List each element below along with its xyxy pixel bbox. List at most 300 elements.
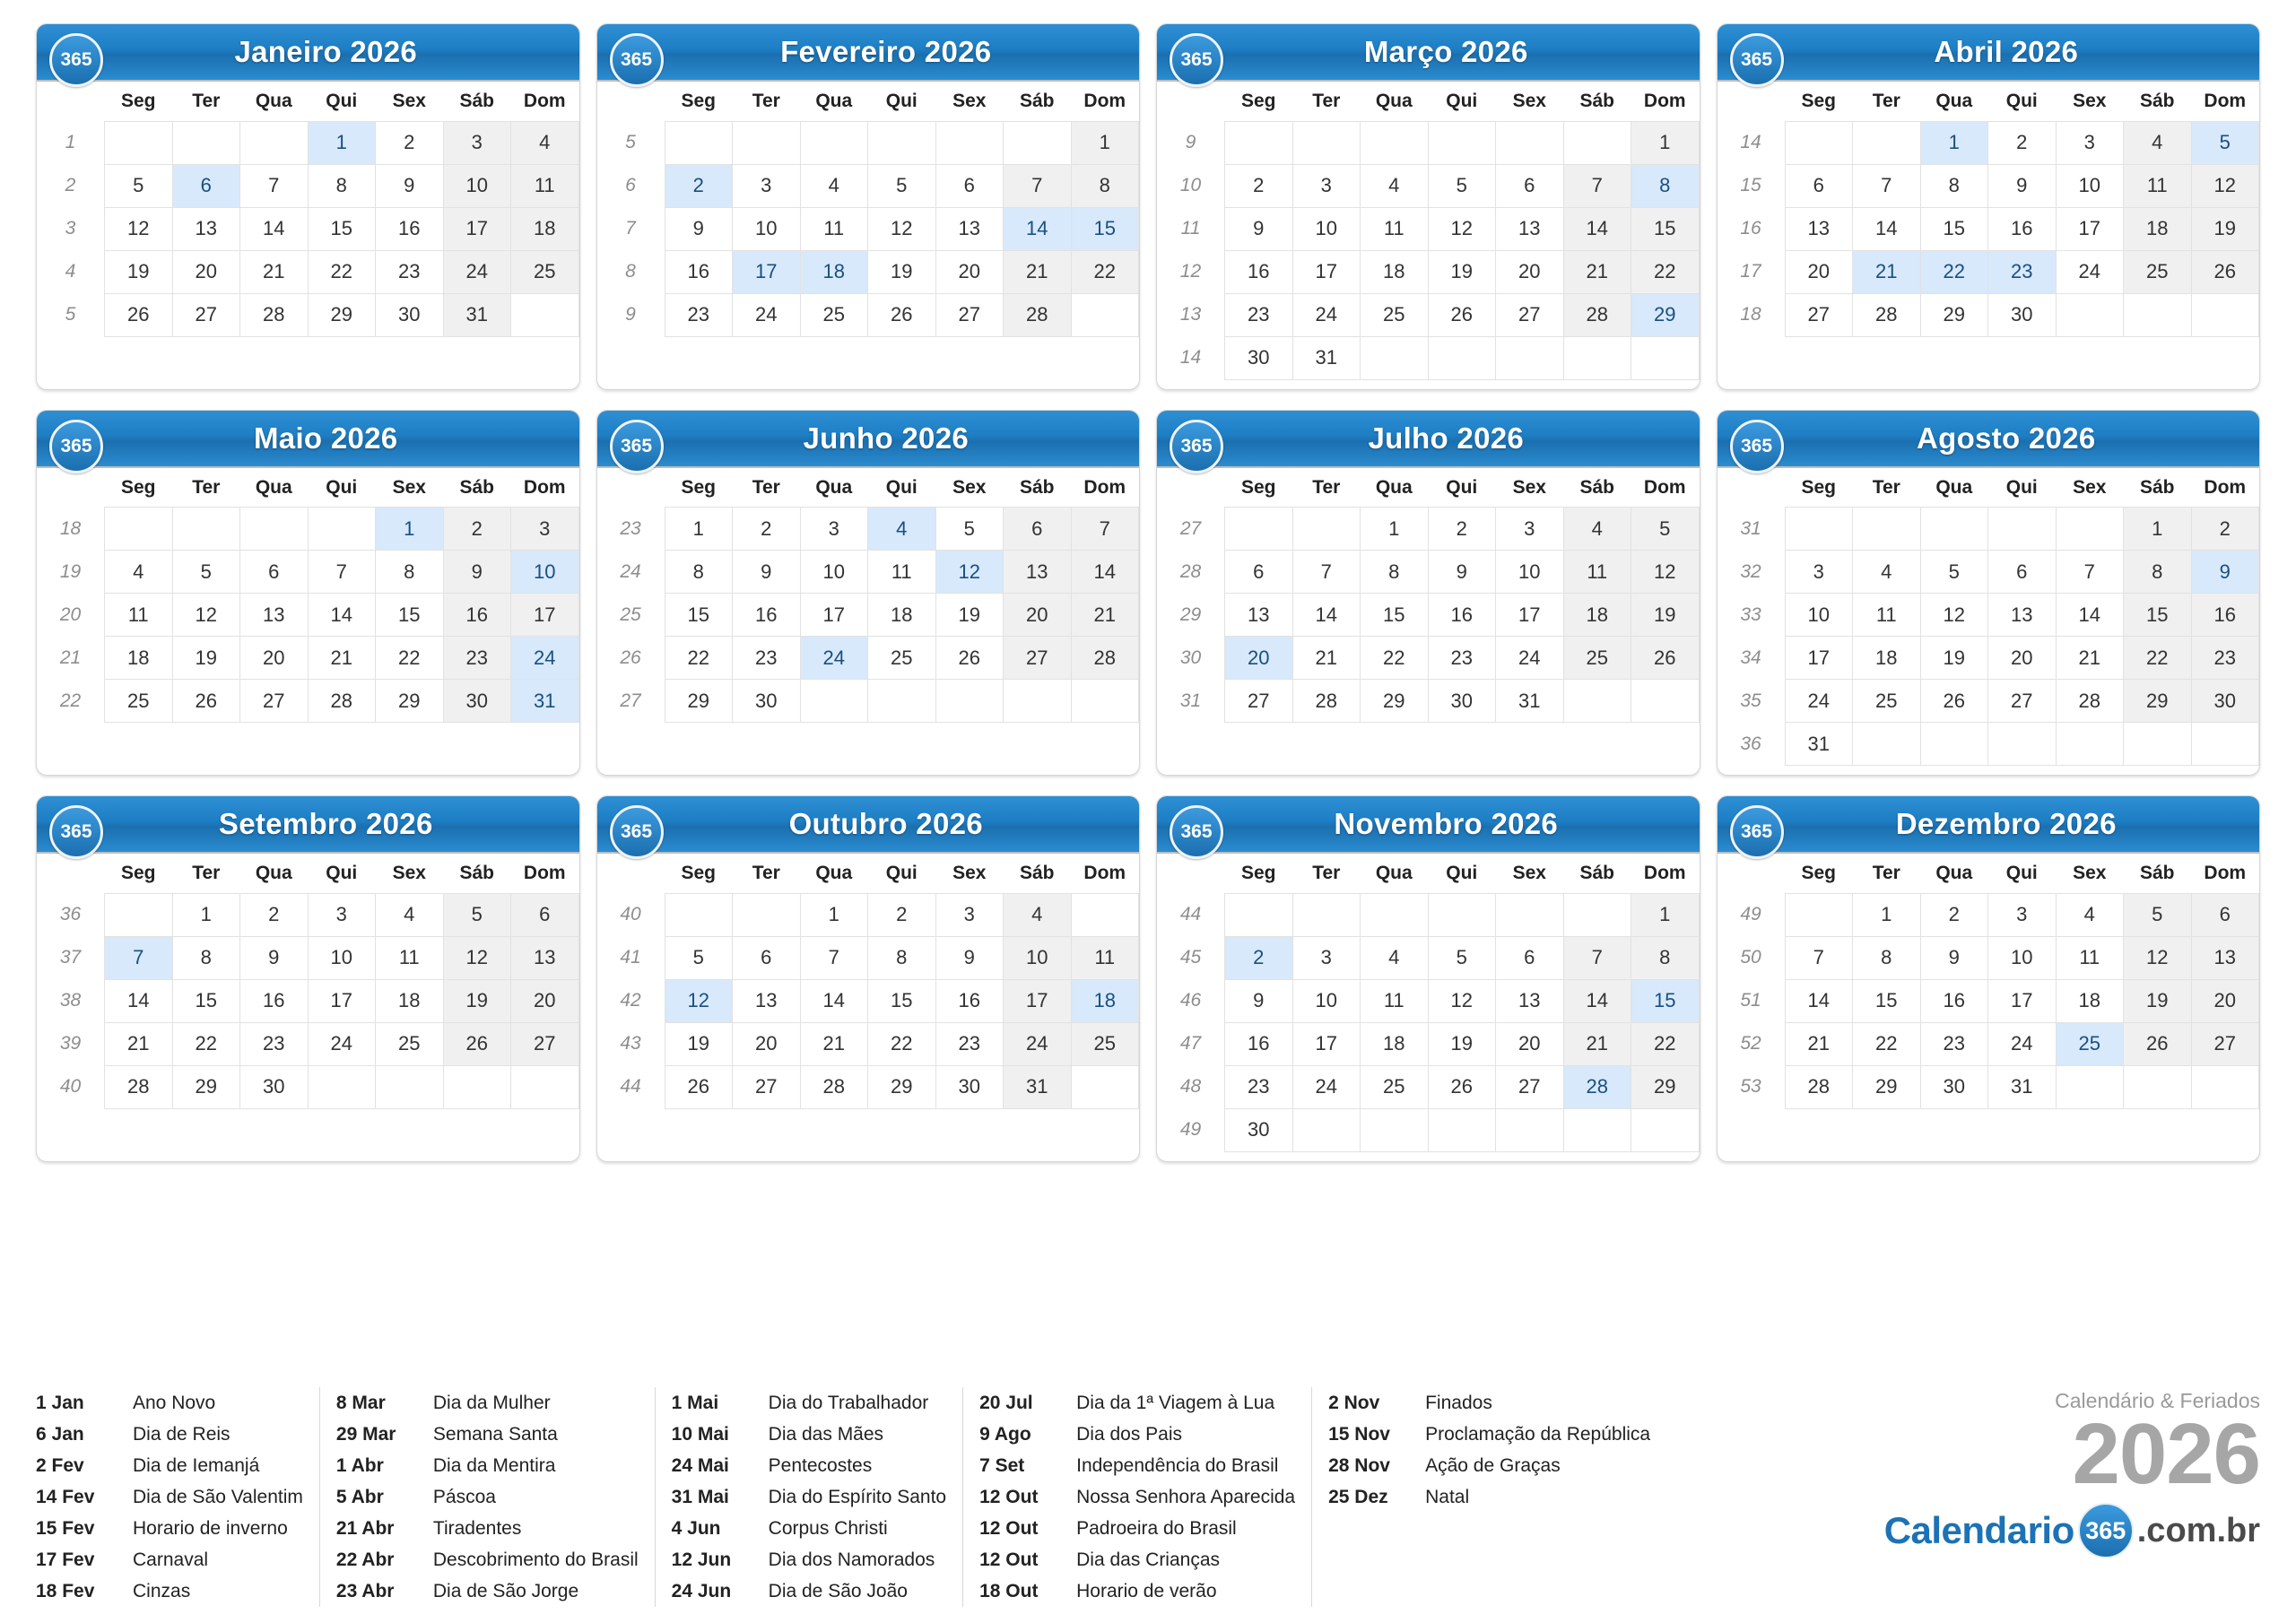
day-cell[interactable]: 26 xyxy=(868,293,936,336)
day-cell[interactable]: 6 xyxy=(240,551,309,594)
day-cell[interactable]: 11 xyxy=(1071,936,1139,979)
day-cell[interactable]: 8 xyxy=(665,551,733,594)
day-cell[interactable]: 2 xyxy=(1988,121,2057,164)
day-cell[interactable]: 9 xyxy=(376,164,444,207)
day-cell[interactable]: 22 xyxy=(665,637,733,680)
day-cell[interactable]: 7 xyxy=(2056,551,2124,594)
day-cell[interactable]: 9 xyxy=(1428,551,1496,594)
day-cell[interactable]: 2 xyxy=(665,164,733,207)
day-cell[interactable]: 2 xyxy=(376,121,444,164)
day-cell[interactable]: 11 xyxy=(511,164,579,207)
day-cell[interactable]: 26 xyxy=(172,680,240,723)
day-cell[interactable]: 13 xyxy=(1785,207,1853,250)
day-cell[interactable]: 26 xyxy=(665,1065,733,1108)
day-cell[interactable]: 17 xyxy=(308,979,376,1022)
day-cell[interactable]: 20 xyxy=(2191,979,2259,1022)
day-cell[interactable]: 14 xyxy=(1563,979,1631,1022)
day-cell[interactable]: 29 xyxy=(1853,1065,1921,1108)
day-cell[interactable]: 13 xyxy=(1988,594,2057,637)
day-cell[interactable]: 11 xyxy=(2056,936,2124,979)
day-cell[interactable]: 14 xyxy=(1071,551,1139,594)
day-cell[interactable]: 18 xyxy=(1853,637,1921,680)
day-cell[interactable]: 4 xyxy=(1361,936,1429,979)
day-cell[interactable]: 13 xyxy=(935,207,1004,250)
day-cell[interactable]: 8 xyxy=(1853,936,1921,979)
day-cell[interactable]: 3 xyxy=(1292,936,1361,979)
day-cell[interactable]: 12 xyxy=(665,979,733,1022)
day-cell[interactable]: 9 xyxy=(935,936,1004,979)
day-cell[interactable]: 31 xyxy=(1496,680,1564,723)
day-cell[interactable]: 17 xyxy=(1496,594,1564,637)
day-cell[interactable]: 11 xyxy=(1361,207,1429,250)
day-cell[interactable]: 28 xyxy=(800,1065,868,1108)
day-cell[interactable]: 16 xyxy=(1225,1022,1293,1065)
day-cell[interactable]: 9 xyxy=(1920,936,1988,979)
day-cell[interactable]: 16 xyxy=(2191,594,2259,637)
day-cell[interactable]: 20 xyxy=(240,637,309,680)
day-cell[interactable]: 23 xyxy=(733,637,801,680)
site-logo[interactable] xyxy=(1758,1503,2260,1558)
day-cell[interactable]: 22 xyxy=(1920,250,1988,293)
day-cell[interactable]: 20 xyxy=(1988,637,2057,680)
day-cell[interactable]: 29 xyxy=(1631,293,1700,336)
day-cell[interactable]: 25 xyxy=(800,293,868,336)
day-cell[interactable]: 26 xyxy=(443,1022,511,1065)
day-cell[interactable]: 2 xyxy=(1428,508,1496,551)
day-cell[interactable]: 10 xyxy=(1292,979,1361,1022)
day-cell[interactable]: 20 xyxy=(1785,250,1853,293)
day-cell[interactable]: 29 xyxy=(376,680,444,723)
day-cell[interactable]: 12 xyxy=(1428,979,1496,1022)
day-cell[interactable]: 10 xyxy=(1785,594,1853,637)
day-cell[interactable]: 14 xyxy=(1853,207,1921,250)
day-cell[interactable]: 14 xyxy=(2056,594,2124,637)
day-cell[interactable]: 8 xyxy=(1071,164,1139,207)
day-cell[interactable]: 29 xyxy=(1920,293,1988,336)
day-cell[interactable]: 23 xyxy=(1225,293,1293,336)
day-cell[interactable]: 3 xyxy=(1496,508,1564,551)
day-cell[interactable]: 6 xyxy=(1496,936,1564,979)
day-cell[interactable]: 19 xyxy=(443,979,511,1022)
day-cell[interactable]: 23 xyxy=(935,1022,1004,1065)
day-cell[interactable]: 15 xyxy=(1071,207,1139,250)
day-cell[interactable]: 26 xyxy=(1920,680,1988,723)
day-cell[interactable]: 28 xyxy=(240,293,309,336)
day-cell[interactable]: 27 xyxy=(1004,637,1072,680)
day-cell[interactable]: 7 xyxy=(308,551,376,594)
day-cell[interactable]: 5 xyxy=(1428,936,1496,979)
day-cell[interactable]: 23 xyxy=(1428,637,1496,680)
day-cell[interactable]: 9 xyxy=(443,551,511,594)
day-cell[interactable]: 18 xyxy=(105,637,173,680)
day-cell[interactable]: 29 xyxy=(2124,680,2192,723)
day-cell[interactable]: 28 xyxy=(1785,1065,1853,1108)
day-cell[interactable]: 25 xyxy=(868,637,936,680)
day-cell[interactable]: 4 xyxy=(1361,164,1429,207)
day-cell[interactable]: 11 xyxy=(800,207,868,250)
day-cell[interactable]: 25 xyxy=(2056,1022,2124,1065)
day-cell[interactable]: 8 xyxy=(1361,551,1429,594)
day-cell[interactable]: 8 xyxy=(172,936,240,979)
day-cell[interactable]: 19 xyxy=(868,250,936,293)
day-cell[interactable]: 18 xyxy=(1071,979,1139,1022)
day-cell[interactable]: 5 xyxy=(172,551,240,594)
day-cell[interactable]: 3 xyxy=(1292,164,1361,207)
day-cell[interactable]: 29 xyxy=(172,1065,240,1108)
day-cell[interactable]: 7 xyxy=(1563,936,1631,979)
day-cell[interactable]: 18 xyxy=(1361,1022,1429,1065)
day-cell[interactable]: 12 xyxy=(2191,164,2259,207)
day-cell[interactable]: 21 xyxy=(1563,1022,1631,1065)
day-cell[interactable]: 4 xyxy=(2124,121,2192,164)
day-cell[interactable]: 19 xyxy=(665,1022,733,1065)
day-cell[interactable]: 3 xyxy=(511,508,579,551)
day-cell[interactable]: 22 xyxy=(172,1022,240,1065)
day-cell[interactable]: 11 xyxy=(2124,164,2192,207)
day-cell[interactable]: 27 xyxy=(1225,680,1293,723)
day-cell[interactable]: 30 xyxy=(1920,1065,1988,1108)
day-cell[interactable]: 19 xyxy=(2124,979,2192,1022)
day-cell[interactable]: 28 xyxy=(1853,293,1921,336)
day-cell[interactable]: 9 xyxy=(665,207,733,250)
day-cell[interactable]: 2 xyxy=(240,893,309,936)
day-cell[interactable]: 19 xyxy=(1920,637,1988,680)
day-cell[interactable]: 17 xyxy=(733,250,801,293)
day-cell[interactable]: 16 xyxy=(1225,250,1293,293)
day-cell[interactable]: 27 xyxy=(172,293,240,336)
day-cell[interactable]: 12 xyxy=(105,207,173,250)
day-cell[interactable]: 13 xyxy=(733,979,801,1022)
day-cell[interactable]: 1 xyxy=(1631,121,1700,164)
day-cell[interactable]: 21 xyxy=(240,250,309,293)
day-cell[interactable]: 22 xyxy=(376,637,444,680)
day-cell[interactable]: 22 xyxy=(2124,637,2192,680)
day-cell[interactable]: 26 xyxy=(1631,637,1700,680)
day-cell[interactable]: 5 xyxy=(1631,508,1700,551)
day-cell[interactable]: 10 xyxy=(2056,164,2124,207)
day-cell[interactable]: 7 xyxy=(1853,164,1921,207)
day-cell[interactable]: 15 xyxy=(172,979,240,1022)
day-cell[interactable]: 8 xyxy=(376,551,444,594)
day-cell[interactable]: 13 xyxy=(1496,207,1564,250)
day-cell[interactable]: 20 xyxy=(172,250,240,293)
day-cell[interactable]: 5 xyxy=(868,164,936,207)
day-cell[interactable]: 17 xyxy=(1785,637,1853,680)
day-cell[interactable]: 30 xyxy=(376,293,444,336)
day-cell[interactable]: 12 xyxy=(1428,207,1496,250)
day-cell[interactable]: 23 xyxy=(240,1022,309,1065)
day-cell[interactable]: 1 xyxy=(308,121,376,164)
day-cell[interactable]: 25 xyxy=(511,250,579,293)
day-cell[interactable]: 25 xyxy=(2124,250,2192,293)
day-cell[interactable]: 7 xyxy=(1785,936,1853,979)
day-cell[interactable]: 7 xyxy=(1004,164,1072,207)
day-cell[interactable]: 13 xyxy=(240,594,309,637)
day-cell[interactable]: 17 xyxy=(1004,979,1072,1022)
day-cell[interactable]: 11 xyxy=(1853,594,1921,637)
day-cell[interactable]: 22 xyxy=(1361,637,1429,680)
day-cell[interactable]: 9 xyxy=(240,936,309,979)
day-cell[interactable]: 27 xyxy=(935,293,1004,336)
day-cell[interactable]: 1 xyxy=(172,893,240,936)
day-cell[interactable]: 4 xyxy=(1563,508,1631,551)
day-cell[interactable]: 26 xyxy=(935,637,1004,680)
day-cell[interactable]: 5 xyxy=(935,508,1004,551)
day-cell[interactable]: 28 xyxy=(1071,637,1139,680)
day-cell[interactable]: 14 xyxy=(1004,207,1072,250)
day-cell[interactable]: 2 xyxy=(2191,508,2259,551)
day-cell[interactable]: 21 xyxy=(1563,250,1631,293)
day-cell[interactable]: 8 xyxy=(308,164,376,207)
day-cell[interactable]: 7 xyxy=(240,164,309,207)
day-cell[interactable]: 23 xyxy=(2191,637,2259,680)
day-cell[interactable]: 22 xyxy=(1631,250,1700,293)
day-cell[interactable]: 18 xyxy=(376,979,444,1022)
day-cell[interactable]: 25 xyxy=(1361,293,1429,336)
day-cell[interactable]: 30 xyxy=(733,680,801,723)
day-cell[interactable]: 24 xyxy=(1292,1065,1361,1108)
day-cell[interactable]: 6 xyxy=(1004,508,1072,551)
day-cell[interactable]: 1 xyxy=(1920,121,1988,164)
day-cell[interactable]: 10 xyxy=(1496,551,1564,594)
day-cell[interactable]: 29 xyxy=(1361,680,1429,723)
day-cell[interactable]: 9 xyxy=(2191,551,2259,594)
day-cell[interactable]: 26 xyxy=(2191,250,2259,293)
day-cell[interactable]: 2 xyxy=(443,508,511,551)
day-cell[interactable]: 15 xyxy=(1920,207,1988,250)
day-cell[interactable]: 27 xyxy=(2191,1022,2259,1065)
day-cell[interactable]: 12 xyxy=(868,207,936,250)
day-cell[interactable]: 23 xyxy=(443,637,511,680)
day-cell[interactable]: 8 xyxy=(868,936,936,979)
day-cell[interactable]: 28 xyxy=(2056,680,2124,723)
day-cell[interactable]: 8 xyxy=(1631,164,1700,207)
day-cell[interactable]: 18 xyxy=(2056,979,2124,1022)
day-cell[interactable]: 5 xyxy=(105,164,173,207)
day-cell[interactable]: 27 xyxy=(733,1065,801,1108)
day-cell[interactable]: 19 xyxy=(1428,1022,1496,1065)
day-cell[interactable]: 16 xyxy=(733,594,801,637)
day-cell[interactable]: 6 xyxy=(511,893,579,936)
day-cell[interactable]: 31 xyxy=(1292,336,1361,379)
day-cell[interactable]: 5 xyxy=(665,936,733,979)
day-cell[interactable]: 30 xyxy=(1988,293,2057,336)
day-cell[interactable]: 14 xyxy=(800,979,868,1022)
day-cell[interactable]: 4 xyxy=(1853,551,1921,594)
day-cell[interactable]: 10 xyxy=(1988,936,2057,979)
day-cell[interactable]: 15 xyxy=(308,207,376,250)
day-cell[interactable]: 3 xyxy=(443,121,511,164)
day-cell[interactable]: 21 xyxy=(308,637,376,680)
day-cell[interactable]: 21 xyxy=(800,1022,868,1065)
day-cell[interactable]: 8 xyxy=(2124,551,2192,594)
day-cell[interactable]: 16 xyxy=(665,250,733,293)
day-cell[interactable]: 14 xyxy=(1563,207,1631,250)
day-cell[interactable]: 23 xyxy=(665,293,733,336)
day-cell[interactable]: 19 xyxy=(1631,594,1700,637)
day-cell[interactable]: 20 xyxy=(511,979,579,1022)
day-cell[interactable]: 14 xyxy=(1292,594,1361,637)
day-cell[interactable]: 24 xyxy=(1004,1022,1072,1065)
day-cell[interactable]: 18 xyxy=(1361,250,1429,293)
day-cell[interactable]: 14 xyxy=(240,207,309,250)
day-cell[interactable]: 5 xyxy=(2124,893,2192,936)
day-cell[interactable]: 5 xyxy=(443,893,511,936)
day-cell[interactable]: 26 xyxy=(1428,293,1496,336)
day-cell[interactable]: 27 xyxy=(1496,1065,1564,1108)
day-cell[interactable]: 7 xyxy=(1563,164,1631,207)
day-cell[interactable]: 25 xyxy=(1563,637,1631,680)
day-cell[interactable]: 1 xyxy=(800,893,868,936)
day-cell[interactable]: 18 xyxy=(800,250,868,293)
day-cell[interactable]: 10 xyxy=(800,551,868,594)
day-cell[interactable]: 12 xyxy=(1920,594,1988,637)
day-cell[interactable]: 6 xyxy=(935,164,1004,207)
day-cell[interactable]: 25 xyxy=(1361,1065,1429,1108)
day-cell[interactable]: 5 xyxy=(1428,164,1496,207)
day-cell[interactable]: 9 xyxy=(1225,979,1293,1022)
day-cell[interactable]: 20 xyxy=(733,1022,801,1065)
day-cell[interactable]: 30 xyxy=(443,680,511,723)
day-cell[interactable]: 13 xyxy=(2191,936,2259,979)
day-cell[interactable]: 1 xyxy=(1853,893,1921,936)
day-cell[interactable]: 27 xyxy=(240,680,309,723)
day-cell[interactable]: 12 xyxy=(2124,936,2192,979)
day-cell[interactable]: 15 xyxy=(376,594,444,637)
day-cell[interactable]: 19 xyxy=(172,637,240,680)
day-cell[interactable]: 28 xyxy=(308,680,376,723)
day-cell[interactable]: 6 xyxy=(1988,551,2057,594)
day-cell[interactable]: 17 xyxy=(800,594,868,637)
day-cell[interactable]: 5 xyxy=(2191,121,2259,164)
day-cell[interactable]: 15 xyxy=(665,594,733,637)
day-cell[interactable]: 31 xyxy=(1785,723,1853,766)
day-cell[interactable]: 4 xyxy=(868,508,936,551)
day-cell[interactable]: 1 xyxy=(2124,508,2192,551)
day-cell[interactable]: 2 xyxy=(1920,893,1988,936)
day-cell[interactable]: 6 xyxy=(2191,893,2259,936)
day-cell[interactable]: 16 xyxy=(935,979,1004,1022)
day-cell[interactable]: 10 xyxy=(308,936,376,979)
day-cell[interactable]: 30 xyxy=(1225,336,1293,379)
day-cell[interactable]: 11 xyxy=(868,551,936,594)
day-cell[interactable]: 24 xyxy=(733,293,801,336)
day-cell[interactable]: 2 xyxy=(1225,164,1293,207)
day-cell[interactable]: 26 xyxy=(105,293,173,336)
day-cell[interactable]: 3 xyxy=(308,893,376,936)
day-cell[interactable]: 17 xyxy=(1292,1022,1361,1065)
day-cell[interactable]: 31 xyxy=(443,293,511,336)
day-cell[interactable]: 17 xyxy=(511,594,579,637)
day-cell[interactable]: 4 xyxy=(1004,893,1072,936)
day-cell[interactable]: 25 xyxy=(105,680,173,723)
day-cell[interactable]: 1 xyxy=(1631,893,1700,936)
day-cell[interactable]: 19 xyxy=(1428,250,1496,293)
day-cell[interactable]: 23 xyxy=(1988,250,2057,293)
day-cell[interactable]: 21 xyxy=(105,1022,173,1065)
day-cell[interactable]: 3 xyxy=(800,508,868,551)
day-cell[interactable]: 20 xyxy=(1004,594,1072,637)
day-cell[interactable]: 30 xyxy=(935,1065,1004,1108)
day-cell[interactable]: 24 xyxy=(511,637,579,680)
day-cell[interactable]: 31 xyxy=(1988,1065,2057,1108)
day-cell[interactable]: 28 xyxy=(1563,1065,1631,1108)
day-cell[interactable]: 14 xyxy=(1785,979,1853,1022)
day-cell[interactable]: 25 xyxy=(376,1022,444,1065)
day-cell[interactable]: 10 xyxy=(443,164,511,207)
day-cell[interactable]: 29 xyxy=(308,293,376,336)
day-cell[interactable]: 6 xyxy=(1785,164,1853,207)
day-cell[interactable]: 9 xyxy=(1225,207,1293,250)
day-cell[interactable]: 23 xyxy=(1225,1065,1293,1108)
day-cell[interactable]: 24 xyxy=(308,1022,376,1065)
day-cell[interactable]: 19 xyxy=(2191,207,2259,250)
day-cell[interactable]: 28 xyxy=(1292,680,1361,723)
day-cell[interactable]: 16 xyxy=(376,207,444,250)
day-cell[interactable]: 20 xyxy=(1225,637,1293,680)
day-cell[interactable]: 15 xyxy=(1631,207,1700,250)
day-cell[interactable]: 21 xyxy=(1071,594,1139,637)
day-cell[interactable]: 22 xyxy=(308,250,376,293)
day-cell[interactable]: 16 xyxy=(1428,594,1496,637)
day-cell[interactable]: 25 xyxy=(1853,680,1921,723)
day-cell[interactable]: 3 xyxy=(2056,121,2124,164)
day-cell[interactable]: 7 xyxy=(105,936,173,979)
day-cell[interactable]: 2 xyxy=(868,893,936,936)
day-cell[interactable]: 30 xyxy=(1428,680,1496,723)
day-cell[interactable]: 27 xyxy=(1785,293,1853,336)
day-cell[interactable]: 17 xyxy=(1988,979,2057,1022)
day-cell[interactable]: 13 xyxy=(1225,594,1293,637)
day-cell[interactable]: 28 xyxy=(1004,293,1072,336)
day-cell[interactable]: 3 xyxy=(935,893,1004,936)
day-cell[interactable]: 8 xyxy=(1631,936,1700,979)
day-cell[interactable]: 19 xyxy=(105,250,173,293)
day-cell[interactable]: 29 xyxy=(665,680,733,723)
day-cell[interactable]: 17 xyxy=(1292,250,1361,293)
day-cell[interactable]: 1 xyxy=(1071,121,1139,164)
day-cell[interactable]: 21 xyxy=(1292,637,1361,680)
day-cell[interactable]: 19 xyxy=(935,594,1004,637)
day-cell[interactable]: 3 xyxy=(1988,893,2057,936)
day-cell[interactable]: 6 xyxy=(1225,551,1293,594)
day-cell[interactable]: 18 xyxy=(511,207,579,250)
day-cell[interactable]: 9 xyxy=(1988,164,2057,207)
day-cell[interactable]: 17 xyxy=(2056,207,2124,250)
day-cell[interactable]: 13 xyxy=(172,207,240,250)
day-cell[interactable]: 28 xyxy=(105,1065,173,1108)
day-cell[interactable]: 11 xyxy=(1361,979,1429,1022)
day-cell[interactable]: 4 xyxy=(376,893,444,936)
day-cell[interactable]: 5 xyxy=(1920,551,1988,594)
day-cell[interactable]: 24 xyxy=(443,250,511,293)
day-cell[interactable]: 1 xyxy=(665,508,733,551)
day-cell[interactable]: 22 xyxy=(1853,1022,1921,1065)
day-cell[interactable]: 29 xyxy=(1631,1065,1700,1108)
day-cell[interactable]: 7 xyxy=(800,936,868,979)
day-cell[interactable]: 30 xyxy=(1225,1108,1293,1151)
day-cell[interactable]: 18 xyxy=(1563,594,1631,637)
day-cell[interactable]: 21 xyxy=(1004,250,1072,293)
day-cell[interactable]: 22 xyxy=(1631,1022,1700,1065)
day-cell[interactable]: 11 xyxy=(376,936,444,979)
day-cell[interactable]: 13 xyxy=(511,936,579,979)
day-cell[interactable]: 4 xyxy=(105,551,173,594)
day-cell[interactable]: 24 xyxy=(1785,680,1853,723)
day-cell[interactable]: 20 xyxy=(1496,1022,1564,1065)
day-cell[interactable]: 10 xyxy=(1004,936,1072,979)
day-cell[interactable]: 26 xyxy=(2124,1022,2192,1065)
